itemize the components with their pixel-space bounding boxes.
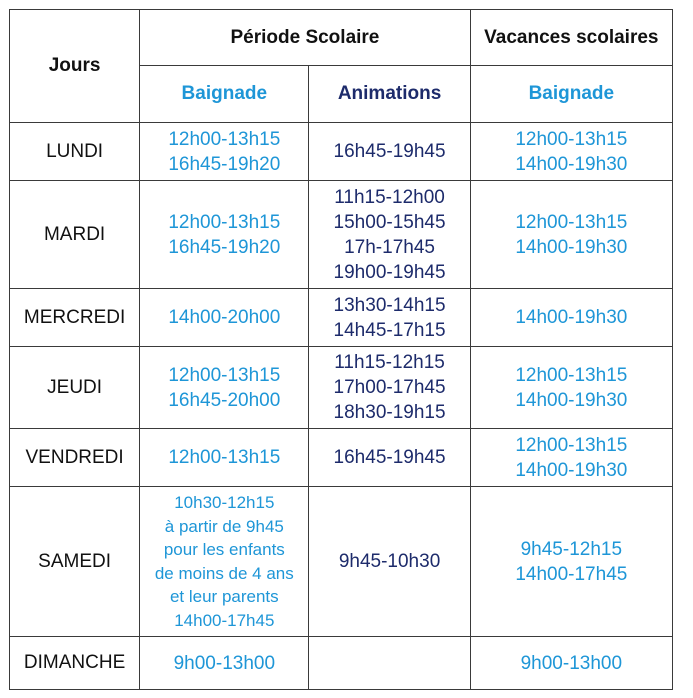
time-slot: 15h00-15h45 bbox=[333, 211, 446, 233]
day-cell: JEUDI bbox=[10, 347, 140, 429]
time-slot: 12h00-13h15 bbox=[168, 364, 281, 386]
time-slot: 16h45-19h45 bbox=[333, 141, 446, 162]
time-slot: 16h45-19h45 bbox=[333, 447, 446, 468]
time-lines bbox=[475, 651, 668, 676]
table-row bbox=[10, 487, 673, 637]
time-lines bbox=[475, 433, 668, 483]
time-lines bbox=[475, 305, 668, 330]
header-jours: Jours bbox=[10, 10, 140, 123]
vacances-baignade-cell bbox=[470, 181, 672, 289]
periode-baignade-cell bbox=[140, 181, 309, 289]
table-row bbox=[10, 637, 673, 690]
time-lines bbox=[475, 537, 668, 587]
time-slot: à partir de 9h45 bbox=[164, 516, 284, 536]
vacances-baignade-cell bbox=[470, 123, 672, 181]
time-lines bbox=[144, 305, 304, 330]
time-slot: 11h15-12h00 bbox=[334, 186, 445, 208]
time-lines bbox=[144, 651, 304, 676]
time-slot: 9h00-13h00 bbox=[520, 652, 623, 674]
animations-cell bbox=[309, 347, 470, 429]
time-slot: 14h00-19h30 bbox=[515, 307, 628, 328]
table-row bbox=[10, 429, 673, 487]
time-slot: 11h15-12h15 bbox=[334, 352, 445, 373]
time-slot: 12h00-13h15 bbox=[515, 128, 628, 150]
time-slot: 14h45-17h15 bbox=[333, 319, 446, 341]
time-slot: 9h00-13h00 bbox=[173, 652, 276, 674]
vacances-baignade-cell bbox=[470, 637, 672, 690]
day-cell: LUNDI bbox=[10, 123, 140, 181]
animations-cell bbox=[309, 487, 470, 637]
time-slot: 17h00-17h45 bbox=[333, 377, 446, 398]
time-slot: 10h30-12h15 bbox=[174, 493, 275, 512]
time-lines bbox=[313, 293, 465, 343]
vacances-baignade-cell bbox=[470, 347, 672, 429]
time-slot: 14h00-19h30 bbox=[515, 459, 628, 481]
time-slot: 12h00-13h15 bbox=[515, 211, 628, 233]
day-cell: MARDI bbox=[10, 181, 140, 289]
periode-baignade-cell bbox=[140, 637, 309, 690]
time-lines bbox=[475, 210, 668, 260]
time-lines bbox=[313, 549, 465, 574]
day-cell: SAMEDI bbox=[10, 487, 140, 637]
header-animations: Animations bbox=[309, 66, 470, 123]
day-cell: VENDREDI bbox=[10, 429, 140, 487]
time-slot: 14h00-17h45 bbox=[515, 563, 628, 585]
time-slot: et leur parents bbox=[169, 587, 279, 606]
animations-cell bbox=[309, 181, 470, 289]
periode-baignade-cell bbox=[140, 429, 309, 487]
time-slot: 9h45-10h30 bbox=[338, 551, 441, 572]
time-slot: 14h00-19h30 bbox=[515, 236, 628, 258]
time-slot: 9h45-12h15 bbox=[520, 538, 623, 560]
time-slot: 14h00-20h00 bbox=[168, 307, 281, 328]
time-lines bbox=[475, 363, 668, 413]
time-lines bbox=[313, 445, 465, 470]
animations-cell bbox=[309, 123, 470, 181]
header-periode-scolaire: Période Scolaire bbox=[140, 10, 470, 66]
time-slot: 14h00-17h45 bbox=[174, 610, 275, 630]
time-slot: 19h00-19h45 bbox=[333, 261, 446, 283]
periode-baignade-cell bbox=[140, 289, 309, 347]
time-slot: 17h-17h45 bbox=[344, 236, 435, 258]
time-slot: 12h00-13h15 bbox=[168, 447, 281, 468]
schedule-table bbox=[9, 9, 673, 690]
time-slot: 16h45-19h20 bbox=[168, 153, 281, 175]
header-row-top bbox=[10, 10, 673, 66]
time-lines bbox=[313, 350, 465, 425]
day-cell: MERCREDI bbox=[10, 289, 140, 347]
vacances-baignade-cell bbox=[470, 289, 672, 347]
time-lines bbox=[313, 185, 465, 285]
time-lines bbox=[144, 363, 304, 413]
day-cell: DIMANCHE bbox=[10, 637, 140, 690]
periode-baignade-cell bbox=[140, 487, 309, 637]
table-row bbox=[10, 123, 673, 181]
time-lines bbox=[475, 127, 668, 177]
animations-cell bbox=[309, 429, 470, 487]
time-lines bbox=[313, 139, 465, 164]
time-slot: 18h30-19h15 bbox=[333, 402, 446, 423]
animations-cell bbox=[309, 637, 470, 690]
periode-baignade-cell bbox=[140, 347, 309, 429]
table-row bbox=[10, 347, 673, 429]
time-lines bbox=[144, 127, 304, 177]
vacances-baignade-cell bbox=[470, 429, 672, 487]
header-baignade: Baignade bbox=[140, 66, 309, 123]
time-slot: pour les enfants bbox=[163, 540, 285, 559]
time-slot: 16h45-20h00 bbox=[168, 389, 281, 411]
time-lines bbox=[144, 445, 304, 470]
header-baignade-vacances: Baignade bbox=[470, 66, 672, 123]
time-slot: 12h00-13h15 bbox=[515, 434, 628, 456]
time-slot: 12h00-13h15 bbox=[168, 128, 281, 150]
time-slot: 12h00-13h15 bbox=[168, 211, 281, 233]
time-slot: 14h00-19h30 bbox=[515, 153, 628, 175]
time-slot: 14h00-19h30 bbox=[515, 389, 628, 411]
table-row bbox=[10, 289, 673, 347]
vacances-baignade-cell bbox=[470, 487, 672, 637]
header-vacances-scolaires: Vacances scolaires bbox=[470, 10, 672, 66]
time-slot: 16h45-19h20 bbox=[168, 236, 281, 258]
periode-baignade-cell bbox=[140, 123, 309, 181]
time-slot: 12h00-13h15 bbox=[515, 364, 628, 386]
time-slot: 13h30-14h15 bbox=[333, 294, 446, 316]
table-row bbox=[10, 181, 673, 289]
time-lines bbox=[144, 210, 304, 260]
time-slot: de moins de 4 ans bbox=[154, 563, 294, 583]
time-lines bbox=[144, 491, 304, 632]
animations-cell bbox=[309, 289, 470, 347]
